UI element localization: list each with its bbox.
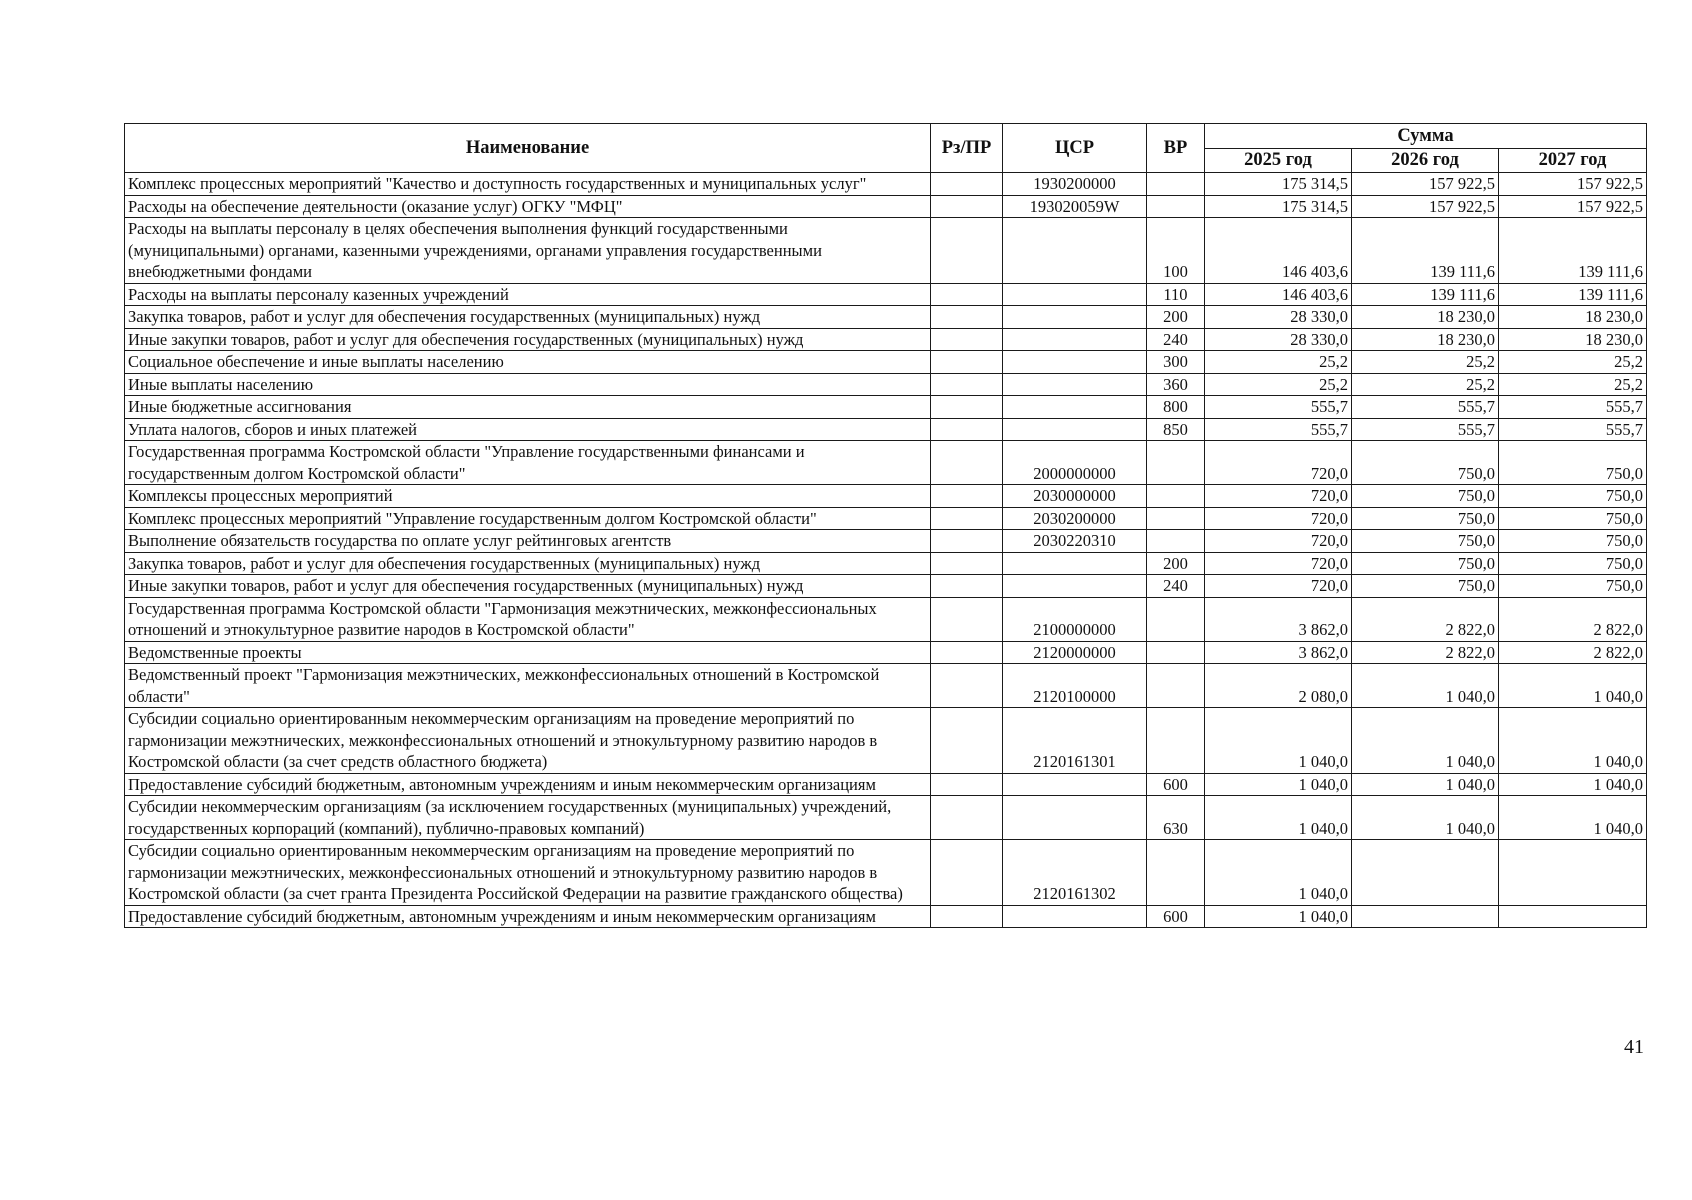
cell-y2027: [1499, 840, 1647, 906]
table-row: [125, 173, 1647, 196]
cell-name: Субсидии социально ориентированным некоммерческим организациям на проведение мероприятий по гармонизации межэтнических, межконфессиональных отношений и этнокультурному развитию народов в Костромской области (за счет гранта Президента Российской Федерации на развитие гражданского общества): [125, 840, 931, 906]
cell-y2027: 157 922,5: [1499, 195, 1647, 218]
cell-csr: 2120161302: [1003, 840, 1147, 906]
cell-y2025: 175 314,5: [1205, 173, 1352, 196]
cell-y2026: 139 111,6: [1352, 218, 1499, 284]
cell-y2027: 750,0: [1499, 575, 1647, 598]
cell-y2026: 1 040,0: [1352, 796, 1499, 840]
table-row: [125, 575, 1647, 598]
cell-y2026: 1 040,0: [1352, 708, 1499, 774]
cell-name: Комплексы процессных мероприятий: [125, 485, 931, 508]
cell-vr: 850: [1147, 418, 1205, 441]
table-row: [125, 597, 1647, 641]
cell-name: Закупка товаров, работ и услуг для обеспечения государственных (муниципальных) нужд: [125, 306, 931, 329]
cell-y2027: 1 040,0: [1499, 773, 1647, 796]
cell-y2026: 25,2: [1352, 351, 1499, 374]
cell-name: Иные закупки товаров, работ и услуг для обеспечения государственных (муниципальных) нужд: [125, 328, 931, 351]
cell-y2025: 1 040,0: [1205, 773, 1352, 796]
cell-vr: [1147, 441, 1205, 485]
cell-y2025: 146 403,6: [1205, 283, 1352, 306]
cell-name: Субсидии некоммерческим организациям (за исключением государственных (муниципальных) учреждений, государственных корпораций (компаний), публично-правовых компаний): [125, 796, 931, 840]
cell-y2025: 3 862,0: [1205, 641, 1352, 664]
table-row: [125, 396, 1647, 419]
cell-name: Ведомственные проекты: [125, 641, 931, 664]
cell-y2025: 720,0: [1205, 507, 1352, 530]
cell-csr: 2030000000: [1003, 485, 1147, 508]
cell-name: Ведомственный проект "Гармонизация межэтнических, межконфессиональных отношений в Костромской области": [125, 664, 931, 708]
cell-rzpr: [931, 328, 1003, 351]
table-row: [125, 351, 1647, 374]
cell-y2027: 18 230,0: [1499, 328, 1647, 351]
cell-name: Закупка товаров, работ и услуг для обеспечения государственных (муниципальных) нужд: [125, 552, 931, 575]
cell-y2026: 25,2: [1352, 373, 1499, 396]
cell-name: Комплекс процессных мероприятий "Качество и доступность государственных и муниципальных услуг": [125, 173, 931, 196]
cell-name: Субсидии социально ориентированным некоммерческим организациям на проведение мероприятий по гармонизации межэтнических, межконфессиональных отношений и этнокультурному развитию народов в Костромской области (за счет средств областного бюджета): [125, 708, 931, 774]
cell-csr: [1003, 218, 1147, 284]
cell-y2025: 25,2: [1205, 351, 1352, 374]
cell-rzpr: [931, 351, 1003, 374]
cell-y2026: 750,0: [1352, 507, 1499, 530]
cell-y2027: 750,0: [1499, 530, 1647, 553]
cell-y2025: 555,7: [1205, 418, 1352, 441]
cell-rzpr: [931, 597, 1003, 641]
cell-y2027: 157 922,5: [1499, 173, 1647, 196]
cell-rzpr: [931, 441, 1003, 485]
cell-csr: [1003, 552, 1147, 575]
cell-y2026: 157 922,5: [1352, 173, 1499, 196]
cell-y2025: 146 403,6: [1205, 218, 1352, 284]
table-row: [125, 796, 1647, 840]
cell-csr: 1930200000: [1003, 173, 1147, 196]
header-name: Наименование: [125, 124, 931, 173]
table-row: [125, 195, 1647, 218]
cell-csr: [1003, 396, 1147, 419]
table-row: [125, 552, 1647, 575]
cell-y2027: 750,0: [1499, 552, 1647, 575]
cell-rzpr: [931, 575, 1003, 598]
cell-y2027: [1499, 905, 1647, 928]
cell-rzpr: [931, 552, 1003, 575]
cell-y2027: 139 111,6: [1499, 218, 1647, 284]
table-row: [125, 418, 1647, 441]
cell-name: Иные выплаты населению: [125, 373, 931, 396]
table-row: [125, 218, 1647, 284]
cell-csr: 2120161301: [1003, 708, 1147, 774]
cell-vr: [1147, 195, 1205, 218]
cell-csr: [1003, 283, 1147, 306]
cell-y2026: 1 040,0: [1352, 664, 1499, 708]
cell-rzpr: [931, 306, 1003, 329]
cell-y2025: 3 862,0: [1205, 597, 1352, 641]
cell-y2025: 175 314,5: [1205, 195, 1352, 218]
cell-y2027: 139 111,6: [1499, 283, 1647, 306]
cell-y2026: 1 040,0: [1352, 773, 1499, 796]
cell-csr: 2120100000: [1003, 664, 1147, 708]
header-csr: ЦСР: [1003, 124, 1147, 173]
cell-y2027: 18 230,0: [1499, 306, 1647, 329]
cell-vr: [1147, 641, 1205, 664]
cell-rzpr: [931, 195, 1003, 218]
header-2027: 2027 год: [1499, 149, 1647, 173]
cell-vr: [1147, 664, 1205, 708]
cell-rzpr: [931, 708, 1003, 774]
cell-y2027: 25,2: [1499, 351, 1647, 374]
table-row: [125, 641, 1647, 664]
cell-y2027: 555,7: [1499, 418, 1647, 441]
cell-vr: [1147, 173, 1205, 196]
cell-y2026: 750,0: [1352, 441, 1499, 485]
cell-y2027: 1 040,0: [1499, 708, 1647, 774]
header-vr: ВР: [1147, 124, 1205, 173]
header-sum: Сумма: [1205, 124, 1647, 149]
cell-csr: [1003, 773, 1147, 796]
cell-rzpr: [931, 173, 1003, 196]
cell-csr: [1003, 351, 1147, 374]
cell-y2026: [1352, 840, 1499, 906]
cell-y2026: 555,7: [1352, 418, 1499, 441]
cell-y2026: 157 922,5: [1352, 195, 1499, 218]
cell-rzpr: [931, 373, 1003, 396]
cell-y2025: 25,2: [1205, 373, 1352, 396]
cell-y2025: 1 040,0: [1205, 708, 1352, 774]
cell-csr: [1003, 796, 1147, 840]
cell-y2025: 555,7: [1205, 396, 1352, 419]
table-header: [125, 124, 1647, 173]
cell-name: Расходы на обеспечение деятельности (оказание услуг) ОГКУ "МФЦ": [125, 195, 931, 218]
cell-name: Государственная программа Костромской области "Гармонизация межэтнических, межконфессиональных отношений и этнокультурное развитие народов в Костромской области": [125, 597, 931, 641]
cell-y2027: 2 822,0: [1499, 641, 1647, 664]
header-rzpr: Рз/ПР: [931, 124, 1003, 173]
cell-csr: [1003, 575, 1147, 598]
cell-name: Уплата налогов, сборов и иных платежей: [125, 418, 931, 441]
cell-vr: 200: [1147, 552, 1205, 575]
cell-name: Социальное обеспечение и иные выплаты населению: [125, 351, 931, 374]
cell-rzpr: [931, 218, 1003, 284]
cell-rzpr: [931, 507, 1003, 530]
cell-csr: 2000000000: [1003, 441, 1147, 485]
table-row: [125, 507, 1647, 530]
cell-vr: 100: [1147, 218, 1205, 284]
table-row: [125, 773, 1647, 796]
cell-y2026: 18 230,0: [1352, 306, 1499, 329]
cell-y2025: 720,0: [1205, 441, 1352, 485]
cell-y2025: 720,0: [1205, 530, 1352, 553]
cell-y2026: 2 822,0: [1352, 597, 1499, 641]
cell-csr: 2100000000: [1003, 597, 1147, 641]
cell-vr: [1147, 597, 1205, 641]
cell-vr: [1147, 530, 1205, 553]
table-row: [125, 283, 1647, 306]
cell-vr: [1147, 708, 1205, 774]
cell-y2026: 18 230,0: [1352, 328, 1499, 351]
cell-y2027: 750,0: [1499, 485, 1647, 508]
cell-y2027: 1 040,0: [1499, 796, 1647, 840]
cell-y2026: 750,0: [1352, 552, 1499, 575]
cell-vr: 800: [1147, 396, 1205, 419]
table-row: [125, 485, 1647, 508]
cell-rzpr: [931, 396, 1003, 419]
table-row: [125, 664, 1647, 708]
cell-rzpr: [931, 664, 1003, 708]
table-row: [125, 328, 1647, 351]
cell-rzpr: [931, 418, 1003, 441]
cell-y2025: 2 080,0: [1205, 664, 1352, 708]
cell-name: Предоставление субсидий бюджетным, автономным учреждениям и иным некоммерческим организациям: [125, 773, 931, 796]
cell-vr: 600: [1147, 905, 1205, 928]
cell-vr: [1147, 840, 1205, 906]
cell-rzpr: [931, 840, 1003, 906]
cell-y2025: 1 040,0: [1205, 905, 1352, 928]
cell-vr: 630: [1147, 796, 1205, 840]
cell-csr: 2030220310: [1003, 530, 1147, 553]
table-row: [125, 708, 1647, 774]
cell-csr: 193020059W: [1003, 195, 1147, 218]
table-row: [125, 530, 1647, 553]
cell-name: Выполнение обязательств государства по оплате услуг рейтинговых агентств: [125, 530, 931, 553]
cell-vr: 300: [1147, 351, 1205, 374]
cell-csr: 2030200000: [1003, 507, 1147, 530]
header-row: [125, 124, 1647, 149]
cell-vr: 360: [1147, 373, 1205, 396]
cell-csr: [1003, 328, 1147, 351]
table-row: [125, 441, 1647, 485]
cell-y2026: 2 822,0: [1352, 641, 1499, 664]
cell-y2026: 750,0: [1352, 575, 1499, 598]
cell-y2027: 555,7: [1499, 396, 1647, 419]
cell-y2026: 139 111,6: [1352, 283, 1499, 306]
cell-name: Комплекс процессных мероприятий "Управление государственным долгом Костромской области": [125, 507, 931, 530]
cell-name: Предоставление субсидий бюджетным, автономным учреждениям и иным некоммерческим организациям: [125, 905, 931, 928]
cell-csr: [1003, 418, 1147, 441]
cell-name: Государственная программа Костромской области "Управление государственными финансами и государственным долгом Костромской области": [125, 441, 931, 485]
cell-y2025: 28 330,0: [1205, 306, 1352, 329]
cell-rzpr: [931, 283, 1003, 306]
cell-y2027: 750,0: [1499, 507, 1647, 530]
cell-rzpr: [931, 773, 1003, 796]
cell-vr: 600: [1147, 773, 1205, 796]
cell-vr: 240: [1147, 328, 1205, 351]
budget-table: [124, 123, 1647, 928]
cell-y2027: 750,0: [1499, 441, 1647, 485]
cell-csr: [1003, 306, 1147, 329]
cell-rzpr: [931, 796, 1003, 840]
cell-vr: 110: [1147, 283, 1205, 306]
header-2025: 2025 год: [1205, 149, 1352, 173]
cell-csr: [1003, 373, 1147, 396]
cell-y2027: 2 822,0: [1499, 597, 1647, 641]
cell-y2025: 720,0: [1205, 485, 1352, 508]
cell-y2026: 750,0: [1352, 530, 1499, 553]
table-row: [125, 306, 1647, 329]
header-2026: 2026 год: [1352, 149, 1499, 173]
table-body: [125, 173, 1647, 928]
cell-y2025: 720,0: [1205, 575, 1352, 598]
cell-vr: 240: [1147, 575, 1205, 598]
cell-name: Иные закупки товаров, работ и услуг для обеспечения государственных (муниципальных) нужд: [125, 575, 931, 598]
cell-y2025: 720,0: [1205, 552, 1352, 575]
cell-y2026: 750,0: [1352, 485, 1499, 508]
cell-y2025: 28 330,0: [1205, 328, 1352, 351]
cell-y2026: 555,7: [1352, 396, 1499, 419]
cell-name: Расходы на выплаты персоналу казенных учреждений: [125, 283, 931, 306]
cell-y2026: [1352, 905, 1499, 928]
cell-vr: 200: [1147, 306, 1205, 329]
table-row: [125, 840, 1647, 906]
cell-y2027: 25,2: [1499, 373, 1647, 396]
table-row: [125, 905, 1647, 928]
table-row: [125, 373, 1647, 396]
cell-y2025: 1 040,0: [1205, 840, 1352, 906]
cell-vr: [1147, 507, 1205, 530]
cell-csr: 2120000000: [1003, 641, 1147, 664]
page-number: 41: [1624, 1036, 1644, 1058]
cell-rzpr: [931, 905, 1003, 928]
cell-rzpr: [931, 485, 1003, 508]
cell-rzpr: [931, 641, 1003, 664]
cell-name: Расходы на выплаты персоналу в целях обеспечения выполнения функций государственными (муниципальными) органами, казенными учреждениями, органами управления государственными внебюджетными фондами: [125, 218, 931, 284]
cell-y2027: 1 040,0: [1499, 664, 1647, 708]
cell-name: Иные бюджетные ассигнования: [125, 396, 931, 419]
cell-csr: [1003, 905, 1147, 928]
cell-vr: [1147, 485, 1205, 508]
cell-y2025: 1 040,0: [1205, 796, 1352, 840]
cell-rzpr: [931, 530, 1003, 553]
